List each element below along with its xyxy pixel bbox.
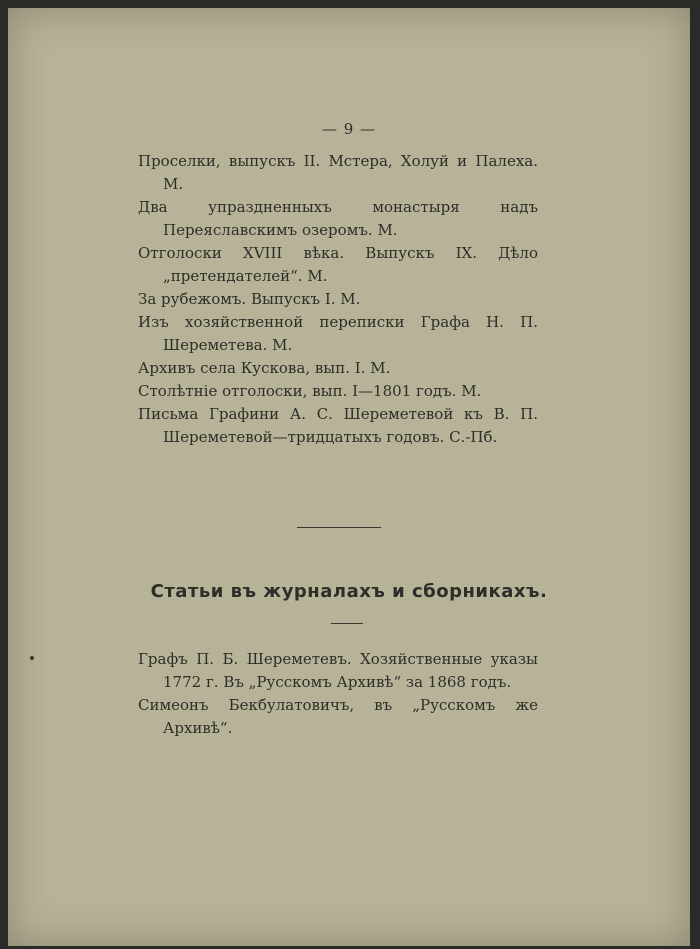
publications-list	[138, 150, 538, 449]
list-item: Отголоски XVIII вѣка. Выпускъ IX. Дѣло „претендателей“. М.	[138, 244, 538, 285]
list-item: Письма Графини А. С. Шереметевой къ В. П. Шереметевой—тридцатыхъ годовъ. С.-Пб.	[138, 405, 538, 446]
list-item: За рубежомъ. Выпускъ I. М.	[138, 290, 361, 308]
list-item: Изъ хозяйственной переписки Графа Н. П. Шереметева. М.	[138, 313, 538, 354]
list-item: Симеонъ Бекбулатовичъ, въ „Русскомъ же Архивѣ“.	[138, 696, 538, 737]
list-item: Столѣтніе отголоски, вып. I—1801 годъ. М.	[138, 382, 482, 400]
document-page	[8, 8, 690, 946]
section-title: Статьи въ журналахъ и сборникахъ.	[150, 581, 548, 602]
list-item: Архивъ села Кускова, вып. I. М.	[138, 359, 391, 377]
page-number: — 9 —	[321, 120, 377, 138]
list-item: Проселки, выпускъ II. Мстера, Холуй и Палеха. М.	[138, 152, 538, 193]
section-divider	[297, 527, 381, 528]
title-divider	[331, 623, 363, 624]
articles-list	[138, 648, 538, 740]
list-item: Два упраздненныхъ монастыря надъ Переяславскимъ озеромъ. М.	[138, 198, 538, 239]
list-item: Графъ П. Б. Шереметевъ. Хозяйственные указы 1772 г. Въ „Русскомъ Архивѣ“ за 1868 годъ.	[138, 650, 538, 691]
margin-mark	[30, 656, 34, 660]
